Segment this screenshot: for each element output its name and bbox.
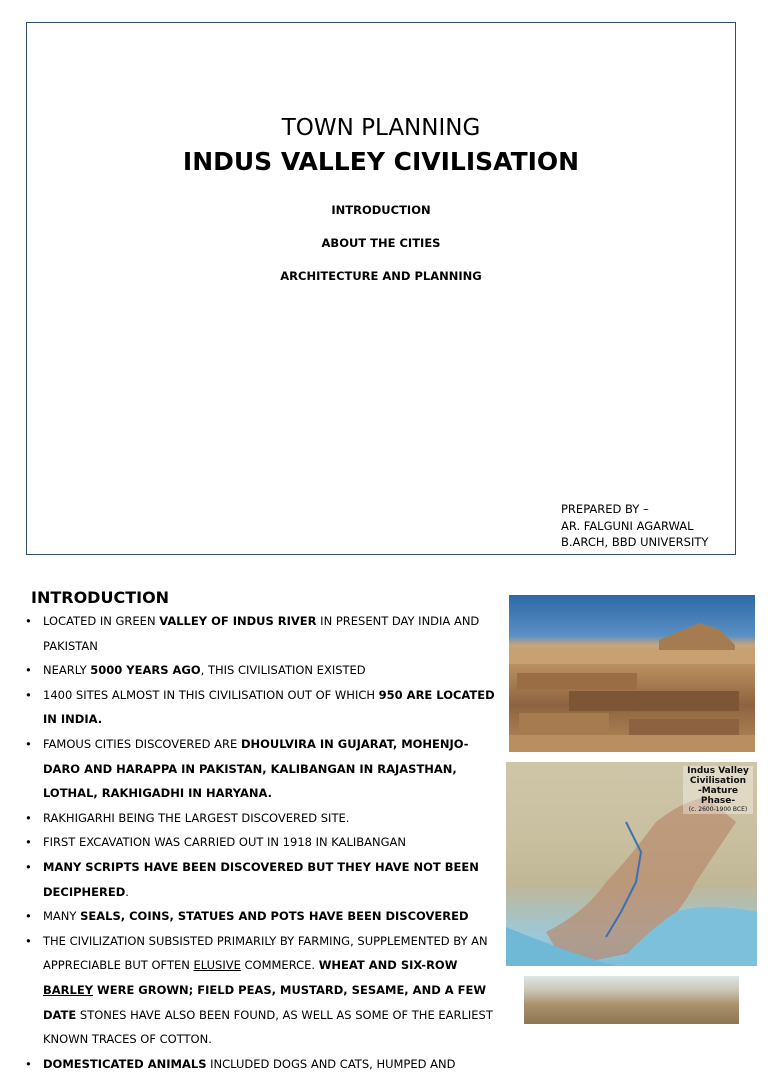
list-item: • MANY SEALS, COINS, STATUES AND POTS HAVE BEEN DISCOVERED [25,904,505,929]
list-item: • THE CIVILIZATION SUBSISTED PRIMARILY BY FARMING, SUPPLEMENTED BY AN APPRECIABLE BUT OFTEN ELUSIVE COMMERCE. WHEAT AND SIX-ROW BARLEY WERE GROWN; FIELD PEAS, MUSTARD, SESAME, AND A FEW DATE STONES HAVE ALSO BEEN FOUND, AS WELL AS SOME OF THE EARLIEST KNOWN TRACES OF COTTON. [25,929,505,1052]
ruins-photo [509,595,755,752]
list-item: • RAKHIGARHI BEING THE LARGEST DISCOVERED SITE. [25,806,505,831]
excavation-photo [524,976,739,1024]
map-title: Indus Valley Civilisation [687,766,749,786]
list-item: • FAMOUS CITIES DISCOVERED ARE DHOULVIRA IN GUJARAT, MOHENJO-DARO AND HARAPPA IN PAKISTAN, KALIBANGAN IN RAJASTHAN, LOTHAL, RAKHIGADHI IN HARYANA. [25,732,505,806]
indus-map [506,762,757,966]
introduction-list [25,609,505,1076]
list-item: • MANY SCRIPTS HAVE BEEN DISCOVERED BUT THEY HAVE NOT BEEN DECIPHERED. [25,855,505,904]
topic-item: INTRODUCTION [331,203,431,217]
credit-line: B.ARCH, BBD UNIVERSITY [561,535,709,549]
map-legend [683,766,753,814]
list-item: • NEARLY 5000 YEARS AGO, THIS CIVILISATION EXISTED [25,658,505,683]
topic-list [27,203,735,302]
topic-item: ARCHITECTURE AND PLANNING [280,269,482,283]
section-heading: INTRODUCTION [31,588,170,607]
map-phase: -Mature Phase- [697,786,739,806]
list-item: • DOMESTICATED ANIMALS INCLUDED DOGS AND CATS, HUMPED AND [25,1052,505,1076]
list-item: • LOCATED IN GREEN VALLEY OF INDUS RIVER IN PRESENT DAY INDIA AND PAKISTAN [25,609,505,658]
slide-title: INDUS VALLEY CIVILISATION [182,147,580,176]
topic-item: ABOUT THE CITIES [321,236,441,250]
map-dates: (c. 2600-1900 BCE) [688,806,748,813]
title-slide [26,22,736,555]
credit-line: PREPARED BY – [561,502,649,516]
slide-subtitle: TOWN PLANNING [281,115,481,141]
author-credit [561,501,708,551]
list-item: • 1400 SITES ALMOST IN THIS CIVILISATION OUT OF WHICH 950 ARE LOCATED IN INDIA. [25,683,505,732]
credit-line: AR. FALGUNI AGARWAL [561,518,694,533]
list-item: • FIRST EXCAVATION WAS CARRIED OUT IN 1918 IN KALIBANGAN [25,830,505,855]
